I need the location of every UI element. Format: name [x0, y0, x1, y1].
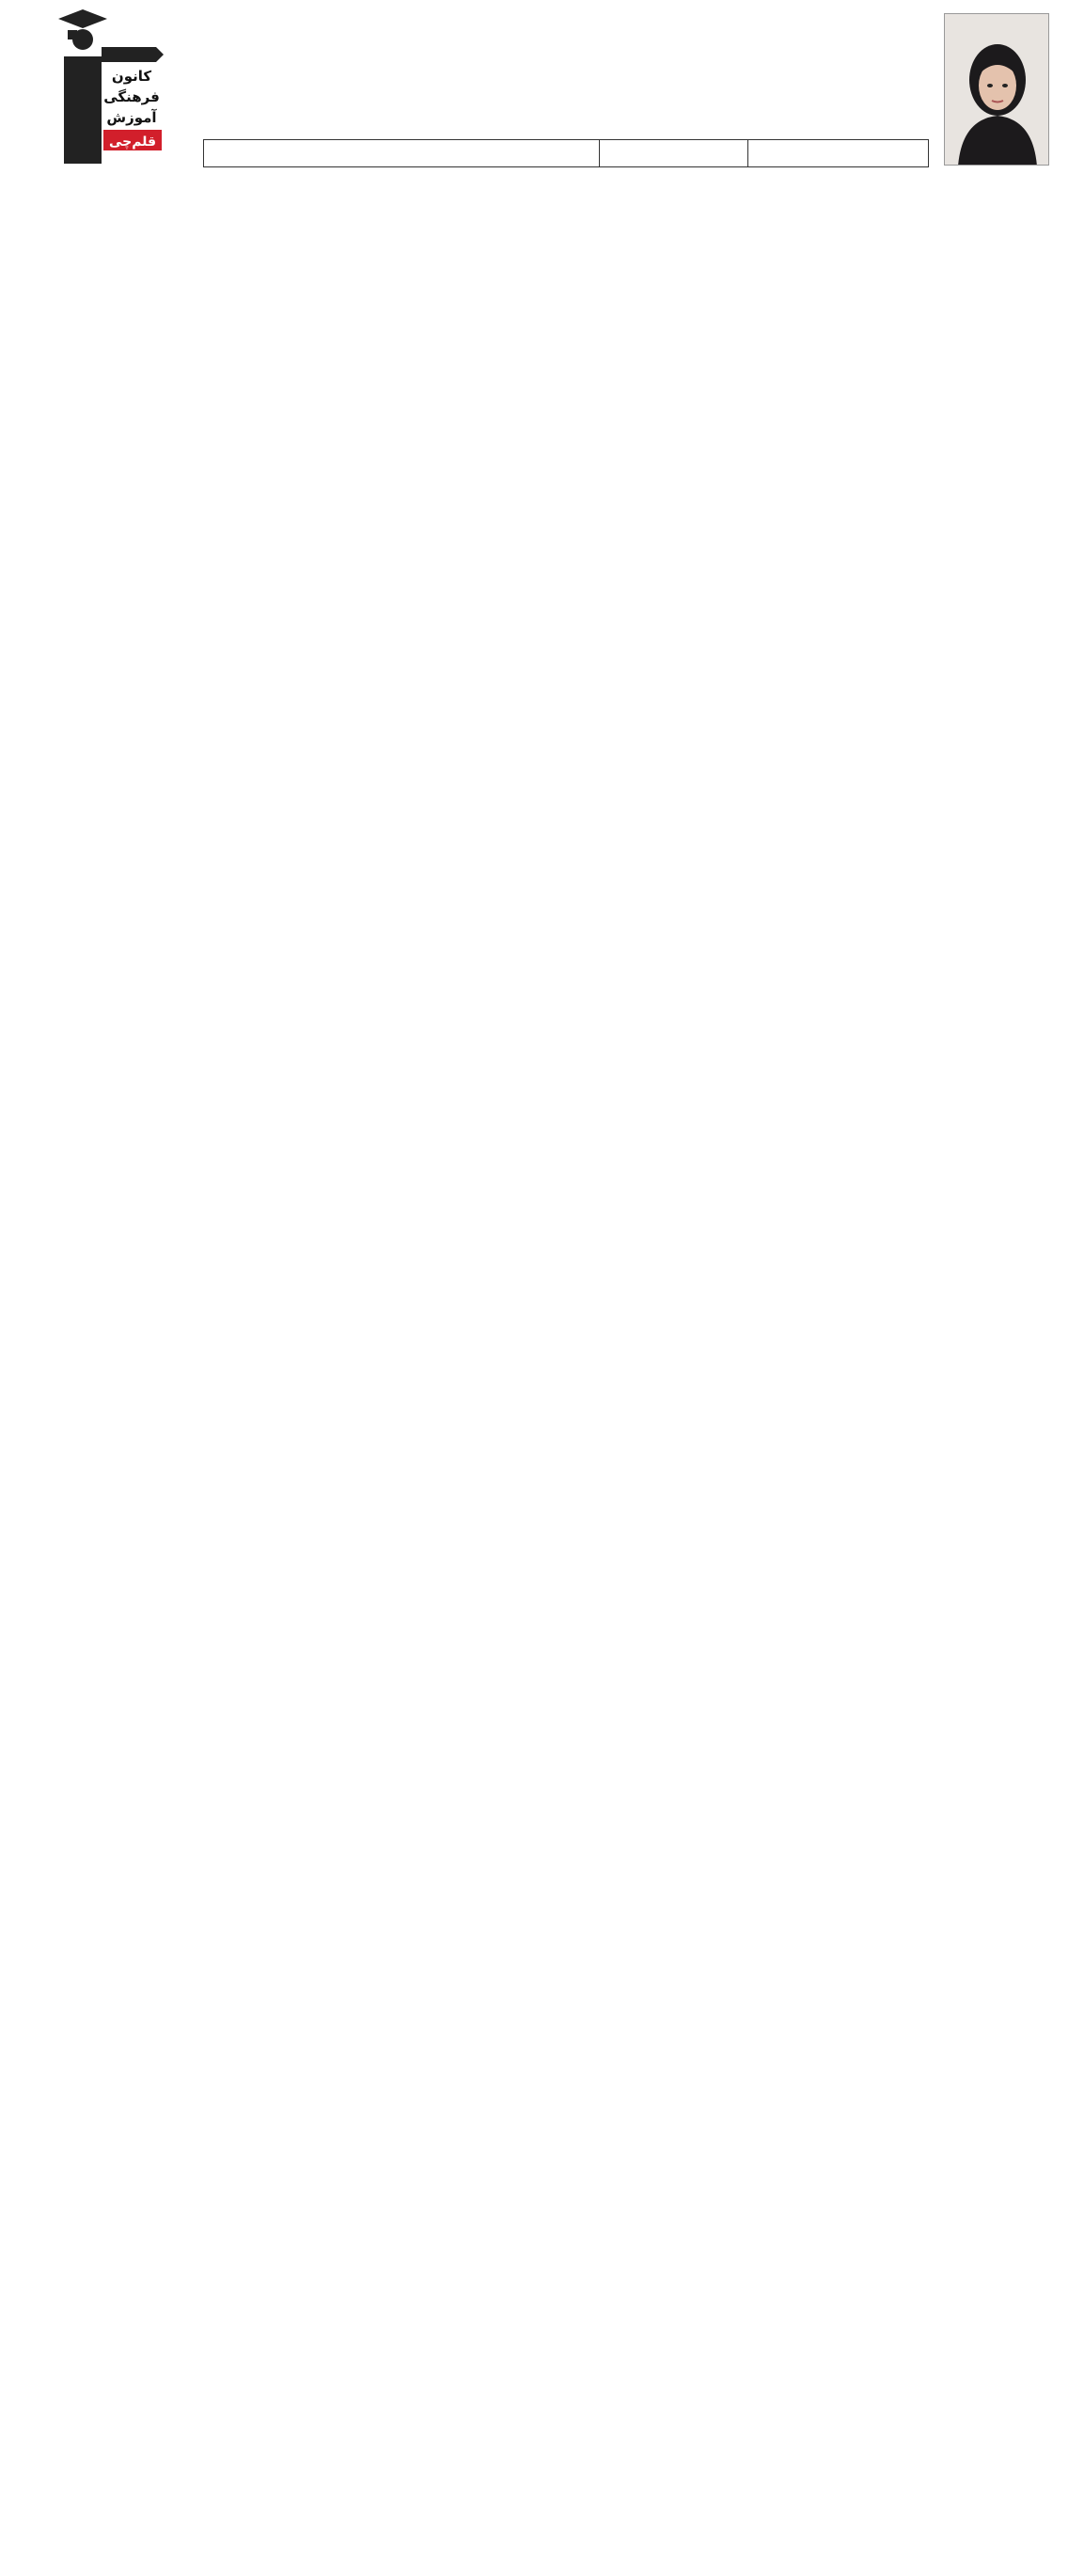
student-name: [747, 140, 928, 166]
score-summary: [204, 140, 599, 166]
logo-line: کانون: [111, 68, 152, 85]
student-grade: [599, 140, 747, 166]
logo-line: آموزش: [106, 109, 157, 126]
student-photo: [944, 13, 1049, 166]
logo-line: قلم‌چی: [108, 134, 157, 150]
kanoon-logo: [55, 9, 165, 169]
report-header: [0, 0, 1084, 179]
logo-line: فرهنگی: [103, 88, 160, 105]
student-info-bar: [203, 139, 929, 167]
